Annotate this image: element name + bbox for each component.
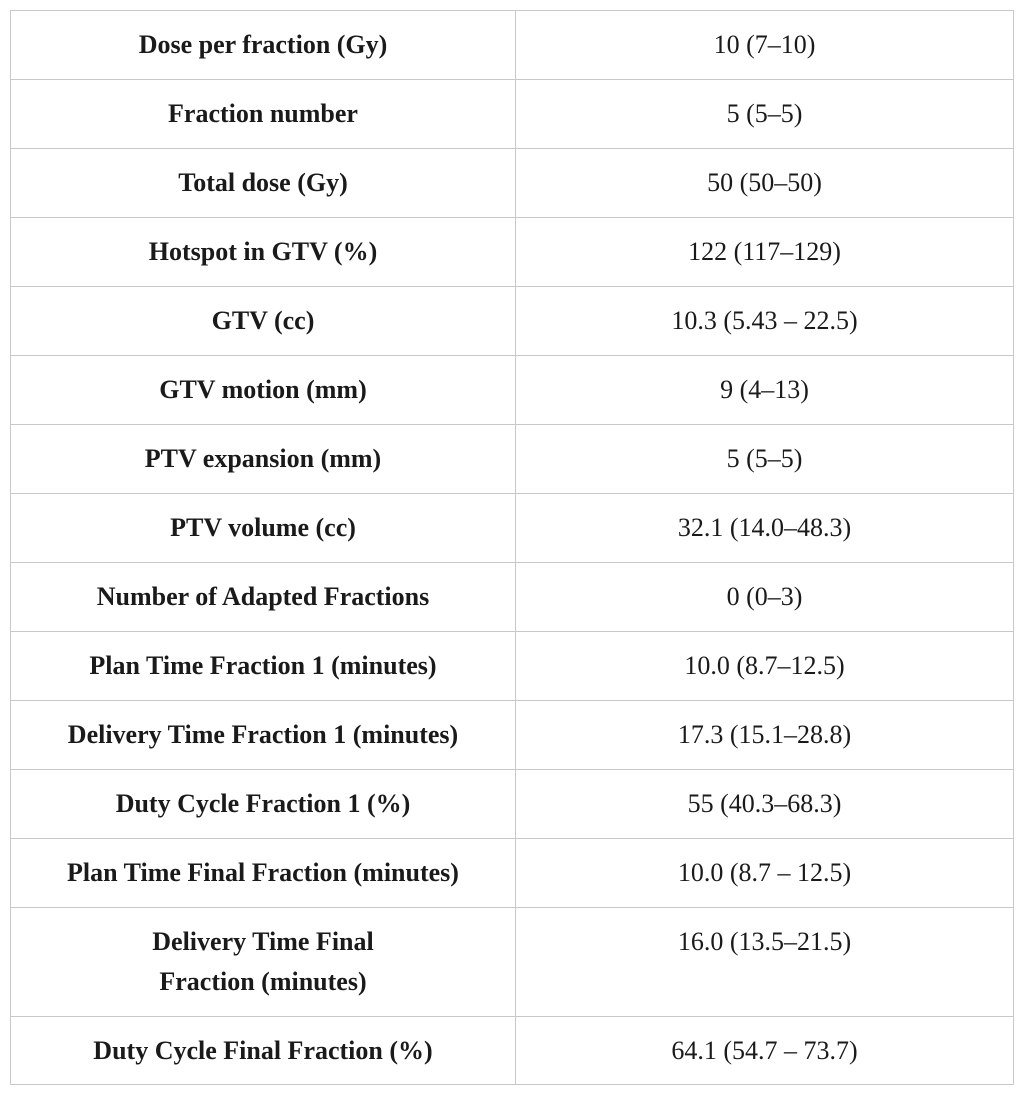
parameter-cell: Total dose (Gy) <box>11 149 516 218</box>
parameter-cell: PTV expansion (mm) <box>11 425 516 494</box>
table-row <box>11 80 1014 149</box>
value-cell: 10 (7–10) <box>516 11 1014 80</box>
table-row <box>11 11 1014 80</box>
summary-table <box>10 10 1014 1085</box>
table-row <box>11 1017 1014 1085</box>
value-cell: 17.3 (15.1–28.8) <box>516 701 1014 770</box>
parameter-cell: Plan Time Fraction 1 (minutes) <box>11 632 516 701</box>
value-cell: 32.1 (14.0–48.3) <box>516 494 1014 563</box>
parameter-cell: PTV volume (cc) <box>11 494 516 563</box>
parameter-cell: Number of Adapted Fractions <box>11 563 516 632</box>
table-row <box>11 632 1014 701</box>
value-cell: 5 (5–5) <box>516 425 1014 494</box>
parameter-cell <box>11 908 516 1017</box>
parameter-cell: GTV motion (mm) <box>11 356 516 425</box>
value-cell: 50 (50–50) <box>516 149 1014 218</box>
table-row <box>11 287 1014 356</box>
parameter-line: Fraction (minutes) <box>159 967 367 996</box>
parameter-line: Delivery Time Final <box>152 927 374 956</box>
table-row <box>11 149 1014 218</box>
table-row <box>11 839 1014 908</box>
value-cell: 10.3 (5.43 – 22.5) <box>516 287 1014 356</box>
parameter-cell: Delivery Time Fraction 1 (minutes) <box>11 701 516 770</box>
value-cell: 16.0 (13.5–21.5) <box>516 908 1014 1017</box>
parameter-cell: Duty Cycle Fraction 1 (%) <box>11 770 516 839</box>
table-row <box>11 563 1014 632</box>
parameter-cell: GTV (cc) <box>11 287 516 356</box>
value-cell: 5 (5–5) <box>516 80 1014 149</box>
parameter-cell: Plan Time Final Fraction (minutes) <box>11 839 516 908</box>
value-cell: 55 (40.3–68.3) <box>516 770 1014 839</box>
table-row <box>11 770 1014 839</box>
value-cell: 64.1 (54.7 – 73.7) <box>516 1017 1014 1085</box>
value-cell: 10.0 (8.7–12.5) <box>516 632 1014 701</box>
table-row <box>11 701 1014 770</box>
table-row <box>11 356 1014 425</box>
table-row <box>11 218 1014 287</box>
table-row <box>11 425 1014 494</box>
parameter-cell: Duty Cycle Final Fraction (%) <box>11 1017 516 1085</box>
value-cell: 10.0 (8.7 – 12.5) <box>516 839 1014 908</box>
table-row <box>11 494 1014 563</box>
parameter-cell: Hotspot in GTV (%) <box>11 218 516 287</box>
value-cell: 0 (0–3) <box>516 563 1014 632</box>
value-cell: 122 (117–129) <box>516 218 1014 287</box>
value-cell: 9 (4–13) <box>516 356 1014 425</box>
parameter-cell: Fraction number <box>11 80 516 149</box>
table-row <box>11 908 1014 1017</box>
parameter-cell: Dose per fraction (Gy) <box>11 11 516 80</box>
